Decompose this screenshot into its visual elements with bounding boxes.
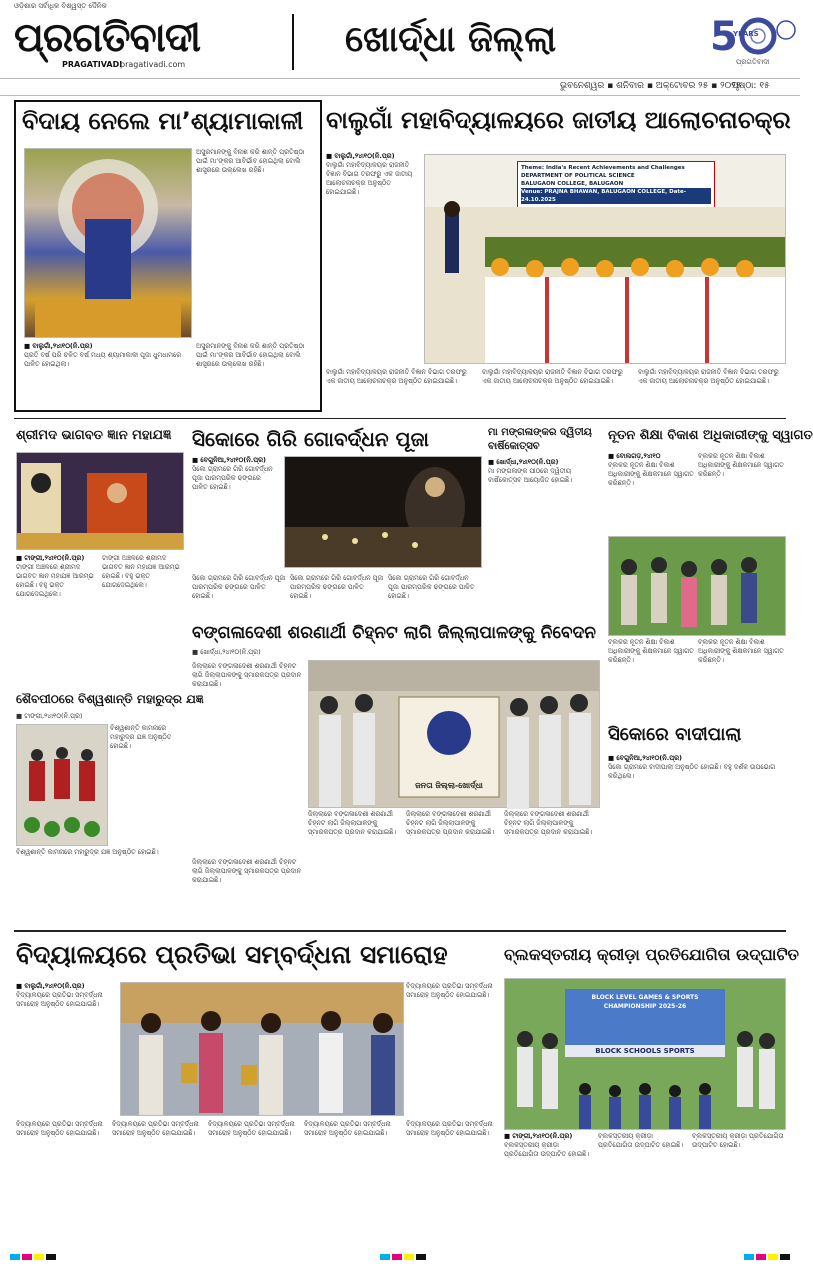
story-body: ବ୍ଲକର ନୂତନ ଶିକ୍ଷା ବିକାଶ ଅଧିକାରୀଙ୍କୁ ଶିକ୍ଷକମାନେ ସ୍ୱାଗତ କରିଛନ୍ତି। [608,461,694,487]
story-body-col2: ବ୍ଲକସ୍ତରୀୟ କ୍ରୀଡ଼ା ପ୍ରତିଯୋଗିତା ଉଦ୍‌ଘାଟିତ ହୋଇଛି। [598,1132,684,1149]
photo-memorandum [308,660,600,808]
dateline: ■ ବେଗୁନିଆ,୨୪ା୧୦(ନି.ପ୍ର) [192,456,266,464]
story-body: ବାଲୁଗାଁ ମହାବିଦ୍ୟାଳୟର ରାଜନୀତି ବିଜ୍ଞାନ ବିଭାଗ ତରଫରୁ ଏକ ଜାତୀୟ ଆଲୋଚନାଚକ୍ର ଅନୁଷ୍ଠିତ ହୋଇଯାଇଛି। [326,161,413,196]
story-body-col1: ଜିଲ୍ଲାରେ ବଙ୍ଗଳାଦେଶୀ ଶରଣାର୍ଥୀ ଚିହ୍ନଟ ଲାଗି ଜିଲ୍ଲାପାଳଙ୍କୁ ସ୍ମାରକପତ୍ର ପ୍ରଦାନ କରାଯାଇଛି। [308,810,397,836]
story-gobardhan [190,424,482,614]
story-body-col3: ଜିଲ୍ଲାରେ ବଙ୍ଗଳାଦେଶୀ ଶରଣାର୍ଥୀ ଚିହ୍ନଟ ଲାଗି ଜିଲ୍ଲାପାଳଙ୍କୁ ସ୍ମାରକପତ୍ର ପ୍ରଦାନ କରାଯାଇଛି। [504,810,593,836]
story-education-officer [606,424,813,714]
story-body-right: ଟାଙ୍ଗୀ ଅଞ୍ଚଳରେ ଶ୍ରୀମଦ ଭାଗବତ ଜ୍ଞାନ ମହାଯଜ୍ଞ ଆରମ୍ଭ ହୋଇଛି। ବହୁ ଭକ୍ତ ଯୋଗଦେଇଥିଲେ। [102,554,180,589]
story-body-right: ବ୍ଲକର ନୂତନ ଶିକ୍ଷା ବିକାଶ ଅଧିକାରୀଙ୍କୁ ଶିକ୍ଷକମାନେ ସ୍ୱାଗତ କରିଛନ୍ତି। [698,452,784,478]
story-body [488,458,600,614]
story-body-left [24,342,190,404]
seminar-banner [517,161,715,209]
banner-line-1: BLOCK LEVEL GAMES & SPORTS CHAMPIONSHIP 2025-26 [591,994,699,1010]
banner-line-2: DEPARTMENT OF POLITICAL SCIENCE [521,173,635,179]
anniversary-years: YEARS [733,30,759,38]
headline: ସିକୋରେ ବାଦୀପାଲା [608,724,742,745]
story-body-col1 [504,1132,592,1242]
headline: ବିଦ୍ୟାଳୟରେ ପ୍ରତିଭା ସମ୍ବର୍ଦ୍ଧନା ସମାରୋହ [16,940,448,969]
photo-gobardhan [284,456,482,568]
story-body-left [16,982,116,1116]
svg-text:5: 5 [710,14,738,60]
photo-felicitation [120,982,404,1116]
banner-text: ଜନତା ଜିଲ୍ଲା-ଖୋର୍ଦ୍ଧା [415,781,483,790]
photo-yagna [16,724,108,846]
story-body-text: ସିକୋ ଗ୍ରାମରେ ବାଦୀପାଲା ଅନୁଷ୍ଠିତ ହୋଇଛି। ବହୁ ଦର୍ଶକ ଉପଭୋଗ କରିଥିଲେ। [608,763,776,780]
story-felicitation [14,936,498,1242]
headline: ବଙ୍ଗଳାଦେଶୀ ଶରଣାର୍ଥୀ ଚିହ୍ନଟ ଲାଗି ଜିଲ୍ଲାପାଳଙ୍କୁ ନିବେଦନ [192,623,597,643]
story-body-cont: ଅସୁରମାନଙ୍କୁ ବିନାଶ କରି ଶାନ୍ତି ପ୍ରତିଷ୍ଠା ପାଇଁ ମା’ଙ୍କର ଆବିର୍ଭାବ ହୋଇଥିଲା ବୋଲି ଶାସ୍ତ୍ରରେ ଉଲ୍ଲେଖ ରହିଛି। [196,342,305,368]
dateline-bar [0,78,800,96]
banner-line-4: Venue: PRAJNA BHAWAN, BALUGAON COLLEGE, Date- 24.10.2025 [521,188,711,204]
dateline: ■ ବାଲୁଗାଁ,୨୪ା୧୦(ନି.ପ୍ର) [16,982,85,990]
story-body: ପ୍ରତି ବର୍ଷ ପରି ଚଳିତ ବର୍ଷ ମଧ୍ୟ ଶ୍ୟାମାକାଳୀ ପୂଜା ଧୁମଧାମରେ ପାଳିତ ହୋଇଥିଲା। [24,351,182,368]
dateline: ■ ଟାଙ୍ଗୀ,୨୪ା୧୦(ନି.ପ୍ର) [16,712,83,720]
story-badipala [606,720,786,924]
story-body: ଟାଙ୍ଗୀ ଅଞ୍ଚଳରେ ଶ୍ରୀମଦ ଭାଗବତ ଜ୍ଞାନ ମହାଯଜ୍ଞ ଆରମ୍ଭ ହୋଇଛି। ବହୁ ଭକ୍ତ ଯୋଗଦେଇଥିଲେ। [16,563,94,598]
photo-bhagabat [16,452,184,550]
story-body-left [16,554,96,678]
anniversary-logo [706,6,796,70]
masthead [0,0,800,98]
brand-logo: ପ୍ରଗତିବାଦୀ [14,15,201,61]
banner-line-1: Theme: India's Recent Achievements and Challenges [521,165,685,171]
story-body-col2: ବିଦ୍ୟାଳୟରେ ପ୍ରତିଭା ସମ୍ବର୍ଦ୍ଧନା ସମାରୋହ ଅନୁଷ୍ଠିତ ହୋଇଯାଇଛି। [112,1120,199,1137]
headline: ବିଦାୟ ନେଲେ ମା’ଶ୍ୟାମାକାଳୀ [22,107,304,135]
headline: ନୂତନ ଶିକ୍ଷା ବିକାଶ ଅଧିକାରୀଙ୍କୁ ସ୍ୱାଗତ [608,428,813,443]
photo-idol [24,148,192,338]
story-body: ବିଦ୍ୟାଳୟରେ ପ୍ରତିଭା ସମ୍ବର୍ଦ୍ଧନା ସମାରୋହ ଅନୁଷ୍ଠିତ ହୋଇଯାଇଛି। [16,991,103,1008]
brand-latin: PRAGATIVADI [62,60,123,69]
dateline: ■ ଟାଙ୍ଗୀ,୨୪ା୧୦(ନି.ପ୍ର) [504,1132,573,1140]
story-body-col2: ଜିଲ୍ଲାରେ ବଙ୍ଗଳାଦେଶୀ ଶରଣାର୍ଥୀ ଚିହ୍ନଟ ଲାଗି ଜିଲ୍ଲାପାଳଙ୍କୁ ସ୍ମାରକପତ୍ର ପ୍ରଦାନ କରାଯାଇଛି। [406,810,495,836]
story-maharudra [14,688,204,924]
brand-url: pragativadi.com [120,60,186,69]
story-body-right: ଅସୁରମାନଙ୍କୁ ବିନାଶ କରି ଶାନ୍ତି ପ୍ରତିଷ୍ଠା ପାଇଁ ମା’ଙ୍କର ଆବିର୍ଭାବ ହୋଇଥିଲା ବୋଲି ଶାସ୍ତ୍ରରେ ଉଲ୍ଲେଖ ରହିଛି। [196,148,305,174]
headline: ସିକୋରେ ଗିରି ଗୋବର୍ଦ୍ଧନ ପୂଜା [192,427,429,451]
headline: ଶୈବପୀଠରେ ବିଶ୍ୱଶାନ୍ତି ମହାରୁଦ୍ର ଯଜ୍ଞ [16,692,204,706]
dateline: ■ ଖୋର୍ଦ୍ଧା,୨୪ା୧୦(ନି.ପ୍ର) [488,458,559,466]
story-refugees [190,618,600,924]
print-color-bar [0,1248,800,1260]
dateline: ■ ବାଲୁଗାଁ,୨୪ା୧୦(ନି.ପ୍ର) [326,152,395,160]
dateline: ■ ବେଗୁନିଆ,୨୪ା୧୦(ନି.ପ୍ର) [608,754,682,762]
photo-welcome [608,536,786,636]
story-body [608,754,784,924]
photo-sports [504,978,786,1130]
story-body-right: ବିଶ୍ୱଶାନ୍ତି କାମନାରେ ମହାରୁଦ୍ର ଯଜ୍ଞ ଅନୁଷ୍ଠିତ ହୋଇଛି। [110,724,172,750]
story-body: ସିକୋ ଗ୍ରାମରେ ଗିରି ଗୋବର୍ଦ୍ଧନ ପୂଜା ପାରମ୍ପରିକ ଢଙ୍ଗରେ ପାଳିତ ହୋଇଛି। [192,465,273,491]
divider [14,930,786,932]
story-mangala [488,424,600,614]
headline: ଶ୍ରୀମଦ ଭାଗବତ ଜ୍ଞାନ ମହାଯଜ୍ଞ [16,428,172,443]
dateline: ■ ଟାଙ୍ଗୀ,୨୪ା୧୦(ନି.ପ୍ର) [16,554,85,562]
anniversary-sub: ପ୍ରଗତିବାଦୀ [736,58,770,66]
dateline: ■ ବାଲୁଗାଁ,୨୪ା୧୦(ନି.ପ୍ର) [24,342,93,350]
masthead-divider [292,14,294,70]
story-bhagabat [14,424,184,684]
story-body-right: ବିଦ୍ୟାଳୟରେ ପ୍ରତିଭା ସମ୍ବର୍ଦ୍ଧନା ସମାରୋହ ଅନୁଷ୍ଠିତ ହୋଇଯାଇଛି। [406,982,493,999]
tagline: ଓଡ଼ିଶାର ସର୍ବାଧିକ ବିଶ୍ୱସ୍ତ ଦୈନିକ [14,2,107,10]
story-body-bottom: ବିଶ୍ୱଶାନ୍ତି କାମନାରେ ମହାରୁଦ୍ର ଯଜ୍ଞ ଅନୁଷ୍ଠିତ ହୋଇଛି। [16,848,159,856]
headline: ବ୍ଲକସ୍ତରୀୟ କ୍ରୀଡ଼ା ପ୍ରତିଯୋଗିତା ଉଦ୍‌ଘାଟିତ [504,945,799,964]
story-body-left [608,452,694,534]
section-title: ଖୋର୍ଦ୍ଧା ଜିଲ୍ଲା [345,19,557,60]
story-body-col3: ବିଦ୍ୟାଳୟରେ ପ୍ରତିଭା ସମ୍ବର୍ଦ୍ଧନା ସମାରୋହ ଅନୁଷ୍ଠିତ ହୋଇଯାଇଛି। [208,1120,295,1137]
story-body-col4: ବିଦ୍ୟାଳୟରେ ପ୍ରତିଭା ସମ୍ବର୍ଦ୍ଧନା ସମାରୋହ ଅନୁଷ୍ଠିତ ହୋଇଯାଇଛି। [304,1120,391,1137]
story-body-col0: ଜିଲ୍ଲାରେ ବଙ୍ଗଳାଦେଶୀ ଶରଣାର୍ଥୀ ଚିହ୍ନଟ ଲାଗି ଜିଲ୍ଲାପାଳଙ୍କୁ ସ୍ମାରକପତ୍ର ପ୍ରଦାନ କରାଯାଇଛି। [192,858,302,884]
story-body-left: ଜିଲ୍ଲାରେ ବଙ୍ଗଳାଦେଶୀ ଶରଣାର୍ଥୀ ଚିହ୍ନଟ ଲାଗି ଜିଲ୍ଲାପାଳଙ୍କୁ ସ୍ମାରକପତ୍ର ପ୍ରଦାନ କରାଯାଇଛି। [192,662,302,688]
dateline: ■ ବୋଲଗଡ଼,୨୪ା୧୦ [608,452,661,460]
story-body-col3: ସିକୋ ଗ୍ରାମରେ ଗିରି ଗୋବର୍ଦ୍ଧନ ପୂଜା ପାରମ୍ପରିକ ଢଙ୍ଗରେ ପାଳିତ ହୋଇଛି। [388,574,475,600]
story-body-left [192,456,278,574]
story-body: ବ୍ଲକସ୍ତରୀୟ କ୍ରୀଡ଼ା ପ୍ରତିଯୋଗିତା ଉଦ୍‌ଘାଟିତ ହୋଇଛି। [504,1141,590,1158]
issue-date: ଭୁବନେଶ୍ୱର ▪ ଶନିବାର ▪ ଅକ୍ଟୋବର ୨୫ ▪ ୨୦୨୫ [560,81,742,91]
story-body-col2: ବାଲୁଗାଁ ମହାବିଦ୍ୟାଳୟର ରାଜନୀତି ବିଜ୍ଞାନ ବିଭାଗ ତରଫରୁ ଏକ ଜାତୀୟ ଆଲୋଚନାଚକ୍ର ଅନୁଷ୍ଠିତ ହୋଇଯାଇଛି। [482,368,623,385]
story-body-col3: ବ୍ଲକସ୍ତରୀୟ କ୍ରୀଡ଼ା ପ୍ରତିଯୋଗିତା ଉଦ୍‌ଘାଟିତ ହୋଇଛି। [692,1132,784,1149]
story-body-col1: ବ୍ଲକର ନୂତନ ଶିକ୍ଷା ବିକାଶ ଅଧିକାରୀଙ୍କୁ ଶିକ୍ଷକମାନେ ସ୍ୱାଗତ କରିଛନ୍ତି। [608,638,694,664]
photo-seminar-stage [424,154,786,364]
page-number: ପୃଷ୍ଠା: ୧୫ [732,81,770,91]
story-body-left [326,152,418,362]
headline: ବାଲୁଗାଁ ମହାବିଦ୍ୟାଳୟରେ ଜାତୀୟ ଆଲୋଚନାଚକ୍ର [326,106,791,134]
story-body-col1: ବାଲୁଗାଁ ମହାବିଦ୍ୟାଳୟର ରାଜନୀତି ବିଜ୍ଞାନ ବିଭାଗ ତରଫରୁ ଏକ ଜାତୀୟ ଆଲୋଚନାଚକ୍ର ଅନୁଷ୍ଠିତ ହୋଇଯାଇଛି। [326,368,467,385]
story-body-col2: ବ୍ଲକର ନୂତନ ଶିକ୍ଷା ବିକାଶ ଅଧିକାରୀଙ୍କୁ ଶିକ୍ଷକମାନେ ସ୍ୱାଗତ କରିଛନ୍ତି। [698,638,784,664]
story-body-text: ମା ମଙ୍ଗଳାଙ୍କ ପୀଠରେ ଦ୍ୱିତୀୟ ବାର୍ଷିକୋତ୍ସବ ଆୟୋଜିତ ହୋଇଛି। [488,467,573,484]
story-seminar [324,100,791,416]
story-body-col5: ବିଦ୍ୟାଳୟରେ ପ୍ରତିଭା ସମ୍ବର୍ଦ୍ଧନା ସମାରୋହ ଅନୁଷ୍ଠିତ ହୋଇଯାଇଛି। [406,1120,493,1137]
story-sports [502,936,799,1242]
divider [14,418,786,419]
story-body-col2: ସିକୋ ଗ୍ରାମରେ ଗିରି ଗୋବର୍ଦ୍ଧନ ପୂଜା ପାରମ୍ପରିକ ଢଙ୍ଗରେ ପାଳିତ ହୋଇଛି। [290,574,384,600]
story-body-col1: ବିଦ୍ୟାଳୟରେ ପ୍ରତିଭା ସମ୍ବର୍ଦ୍ଧନା ସମାରୋହ ଅନୁଷ୍ଠିତ ହୋଇଯାଇଛି। [16,1120,103,1137]
story-shyamakali [14,100,322,412]
dateline: ■ ଖୋର୍ଦ୍ଧା,୨୪ା୧୦(ନି.ପ୍ର) [192,648,261,656]
story-body-col1: ସିକୋ ଗ୍ରାମରେ ଗିରି ଗୋବର୍ଦ୍ଧନ ପୂଜା ପାରମ୍ପରିକ ଢଙ୍ଗରେ ପାଳିତ ହୋଇଛି। [192,574,286,600]
story-body-col3: ବାଲୁଗାଁ ମହାବିଦ୍ୟାଳୟର ରାଜନୀତି ବିଜ୍ଞାନ ବିଭାଗ ତରଫରୁ ଏକ ଜାତୀୟ ଆଲୋଚନାଚକ୍ର ଅନୁଷ୍ଠିତ ହୋଇଯାଇଛି। [638,368,779,385]
banner-line-2: BLOCK SCHOOLS SPORTS [595,1047,695,1055]
banner-line-3: BALUGAON COLLEGE, BALUGAON [521,181,624,187]
headline: ମା ମଙ୍ଗଳାଙ୍କର ଦ୍ୱିତୀୟ ବାର୍ଷିକୋତ୍ସବ [488,427,592,452]
